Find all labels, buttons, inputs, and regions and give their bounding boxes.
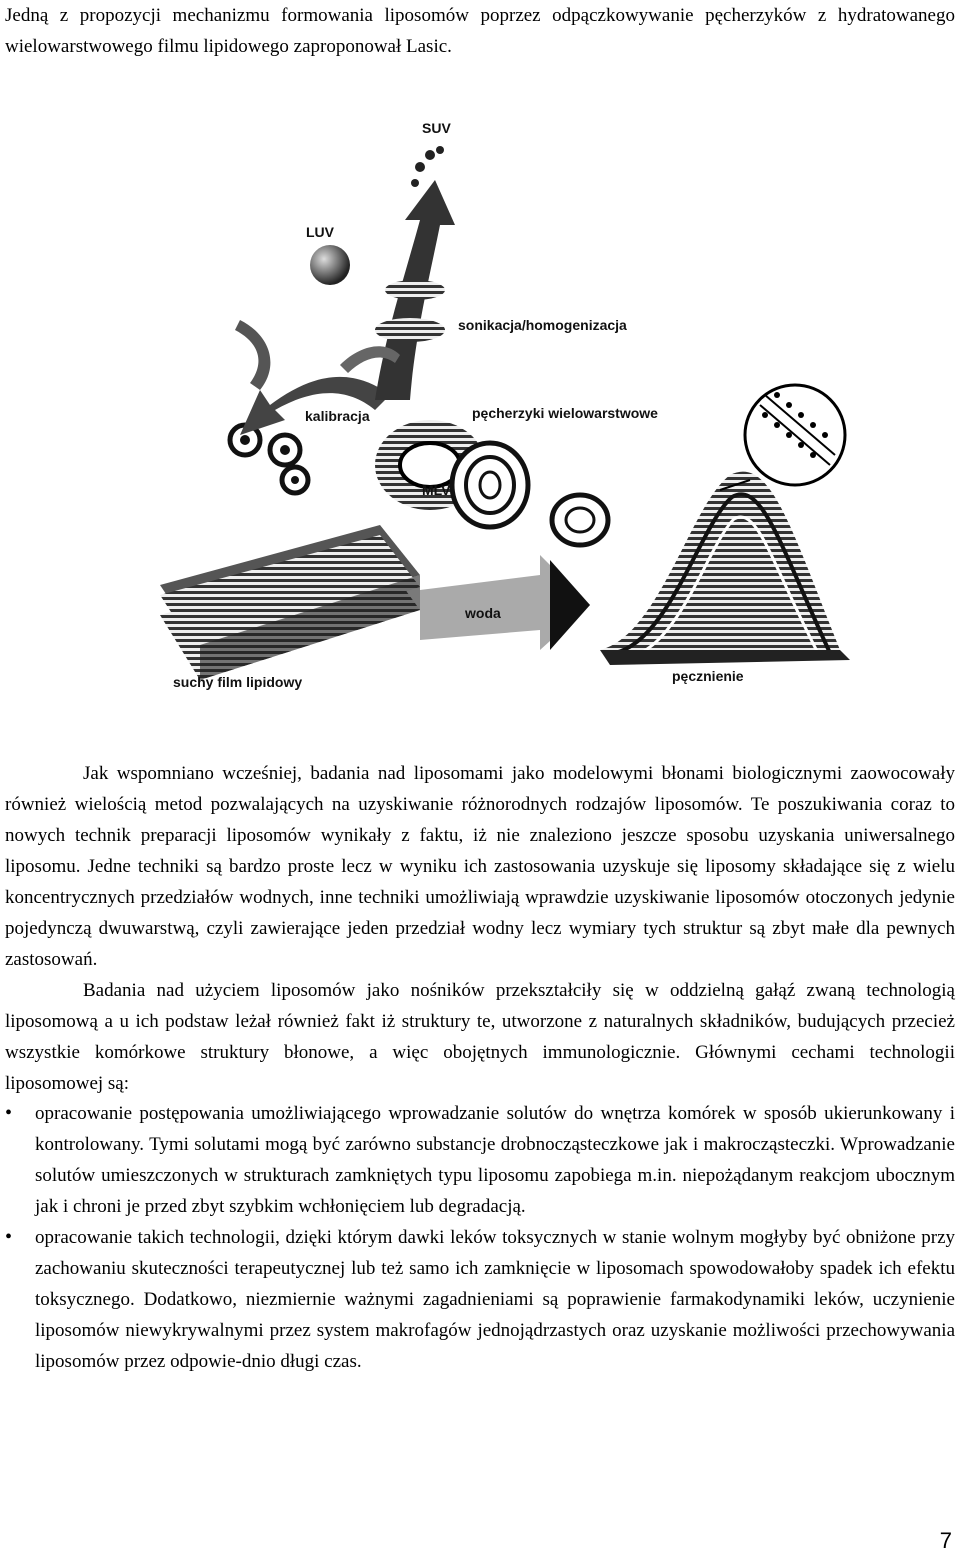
paragraph-technology: Badania nad użyciem liposomów jako nośników przekształciły się w oddzielną gałąź zwaną technologią liposomową a u ich podstaw leżał również fakt iż struktury te, utworzone z naturalnych składników, budujących przecież wszystkie komórkowe struktury błonowe, a więc obojętnych immunologicznie. Głównymi cechami technologii liposomowej są: bbox=[5, 980, 955, 1094]
mlv-vesicles bbox=[375, 420, 608, 545]
paragraph-methods: Jak wspomniano wcześniej, badania nad liposomami jako modelowymi błonami biologicznymi zaowocowały również wielością metod pozwalających na uzyskiwanie różnorodnych rodzajów liposomów. Te poszukiwania coraz to nowych technik preparacji liposomów wynikały z faktu, iż nie znaleziono jeszcze sposobu uzyskania uniwersalnego liposomu. Jedne techniki są bardzo proste lecz w wyniku ich zastosowania uzyskuje się liposomy składające się z wielu koncentrycznych przedziałów wodnych, inne techniki umożliwiają wprawdzie uzyskiwanie liposomów otoczonych jedynie pojedynczą dwuwarstwą, czyli zawierające jeden przedział wodny lecz wymiary tych struktur są zbyt małe dla pewnych zastosowań. bbox=[5, 763, 955, 970]
label-swelling: pęcznienie bbox=[672, 668, 744, 684]
label-sonication: sonikacja/homogenizacja bbox=[458, 317, 627, 333]
label-luv: LUV bbox=[306, 224, 334, 240]
list-item bbox=[5, 1222, 955, 1377]
label-suv: SUV bbox=[422, 120, 451, 136]
luv-ball bbox=[310, 245, 350, 285]
calibrated-vesicles bbox=[230, 425, 308, 493]
list-item-text: opracowanie takich technologii, dzięki którym dawki leków toksycznych w stanie wolnym mogłyby być obniżone przy zachowaniu skuteczności terapeutycznej lub też samo ich zamknięcie w liposomach spowodowałoby spadek ich efektu toksycznego. Dodatkowo, niezmiernie ważnymi zagadnieniami są poprawienie farmakodynamiki leków, uczynienie liposomów niewykrywalnymi przez system makrofagów jednojądrzastych oraz uzyskanie możliwości przechowywania liposomów przez odpowie-dnio długi czas. bbox=[35, 1227, 955, 1372]
label-mlv: MLV bbox=[422, 482, 451, 498]
list-item bbox=[5, 1098, 955, 1222]
label-dry-film: suchy film lipidowy bbox=[173, 674, 303, 690]
intro-paragraph: Jedną z propozycji mechanizmu formowania liposomów poprzez odpączkowywanie pęcherzyków z hydratowanego wielowarstwowego filmu lipidowego zaproponował Lasic. bbox=[5, 5, 955, 57]
dry-film-stack bbox=[160, 525, 420, 680]
bullet-symbol: • bbox=[5, 1226, 13, 1248]
suv-dots bbox=[411, 146, 444, 187]
list-item-text: opracowanie postępowania umożliwiającego wprowadzanie solutów do wnętrza komórek w sposób ukierunkowany i kontrolowany. Tymi solutami mogą być zarówno substancje drobnocząsteczkowe jak i makrocząsteczki. Wprowadzanie solutów umieszczonych w strukturach zamkniętych typu liposomu zapobiega m.in. niepożądanym reakcjom ubocznym jak i chroni je przed zbyt szybkim wchłonięciem lub degradacją. bbox=[35, 1103, 955, 1217]
swelling-mound bbox=[600, 472, 850, 665]
liposome-formation-figure bbox=[160, 105, 850, 705]
bullet-symbol: • bbox=[5, 1102, 13, 1124]
water-arrow bbox=[420, 555, 590, 650]
label-calibration: kalibracja bbox=[305, 408, 370, 424]
label-water: woda bbox=[465, 605, 501, 621]
features-list bbox=[5, 1098, 955, 1377]
page-number: 7 bbox=[939, 1528, 952, 1553]
label-multilamellar: pęcherzyki wielowarstwowe bbox=[472, 405, 658, 421]
